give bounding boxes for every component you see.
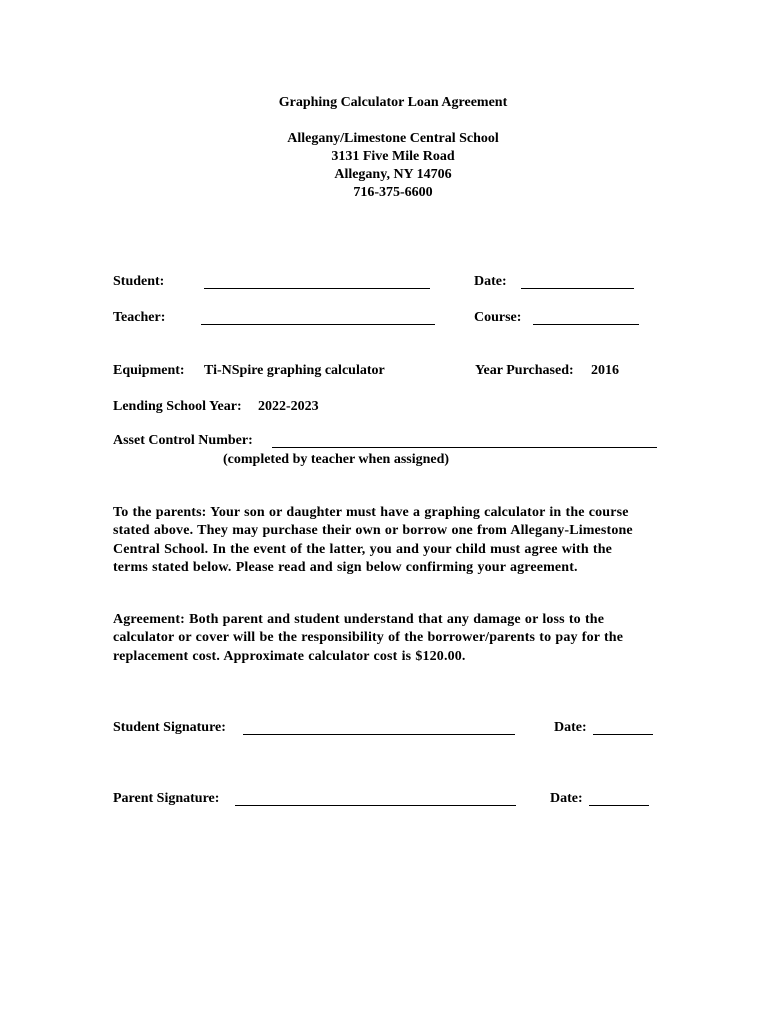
teacher-name-field[interactable] bbox=[201, 324, 435, 325]
date-field[interactable] bbox=[521, 288, 634, 289]
asset-control-label: Asset Control Number: bbox=[113, 433, 253, 448]
student-signature-field[interactable] bbox=[243, 734, 515, 735]
phone-number: 716-375-6600 bbox=[353, 185, 433, 200]
agreement-paragraph bbox=[113, 611, 673, 666]
asset-control-field[interactable] bbox=[272, 447, 657, 448]
equipment-label: Equipment: bbox=[113, 363, 185, 378]
equipment-value: Ti-NSpire graphing calculator bbox=[204, 363, 385, 378]
parents-line: Central School. In the event of the latter, you and your child must agree with the bbox=[113, 541, 613, 557]
parents-line: stated above. They may purchase their own or borrow one from Allegany-Limestone bbox=[113, 523, 633, 539]
parent-signature-field[interactable] bbox=[235, 805, 516, 806]
student-name-field[interactable] bbox=[204, 288, 430, 289]
parent-signature-date-label: Date: bbox=[550, 791, 583, 806]
lending-year-value: 2022-2023 bbox=[258, 399, 319, 414]
address-line-2: Allegany, NY 14706 bbox=[334, 167, 452, 182]
parents-line: terms stated below. Please read and sign below confirming your agreement. bbox=[113, 559, 578, 575]
school-name: Allegany/Limestone Central School bbox=[287, 131, 499, 146]
year-purchased-value: 2016 bbox=[591, 363, 619, 378]
date-label: Date: bbox=[474, 274, 507, 289]
student-label: Student: bbox=[113, 274, 165, 289]
student-signature-date-label: Date: bbox=[554, 720, 587, 735]
lending-year-label: Lending School Year: bbox=[113, 399, 242, 414]
course-field[interactable] bbox=[533, 324, 639, 325]
agreement-line: calculator or cover will be the responsibility of the borrower/parents to pay for the bbox=[113, 630, 624, 646]
parent-signature-date-field[interactable] bbox=[589, 805, 649, 806]
year-purchased-label: Year Purchased: bbox=[475, 363, 574, 378]
asset-control-note: (completed by teacher when assigned) bbox=[223, 452, 450, 467]
agreement-line: replacement cost. Approximate calculator cost is $120.00. bbox=[113, 648, 466, 664]
student-signature-date-field[interactable] bbox=[593, 734, 653, 735]
teacher-label: Teacher: bbox=[113, 310, 166, 325]
parent-signature-label: Parent Signature: bbox=[113, 791, 220, 806]
agreement-line: Agreement: Both parent and student understand that any damage or loss to the bbox=[113, 612, 605, 627]
document-title: Graphing Calculator Loan Agreement bbox=[278, 95, 508, 110]
parents-line: To the parents: Your son or daughter must have a graphing calculator in the course bbox=[113, 505, 629, 520]
student-signature-label: Student Signature: bbox=[113, 720, 226, 735]
address-line-1: 3131 Five Mile Road bbox=[331, 149, 455, 164]
parents-paragraph bbox=[113, 504, 673, 577]
course-label: Course: bbox=[474, 310, 522, 325]
